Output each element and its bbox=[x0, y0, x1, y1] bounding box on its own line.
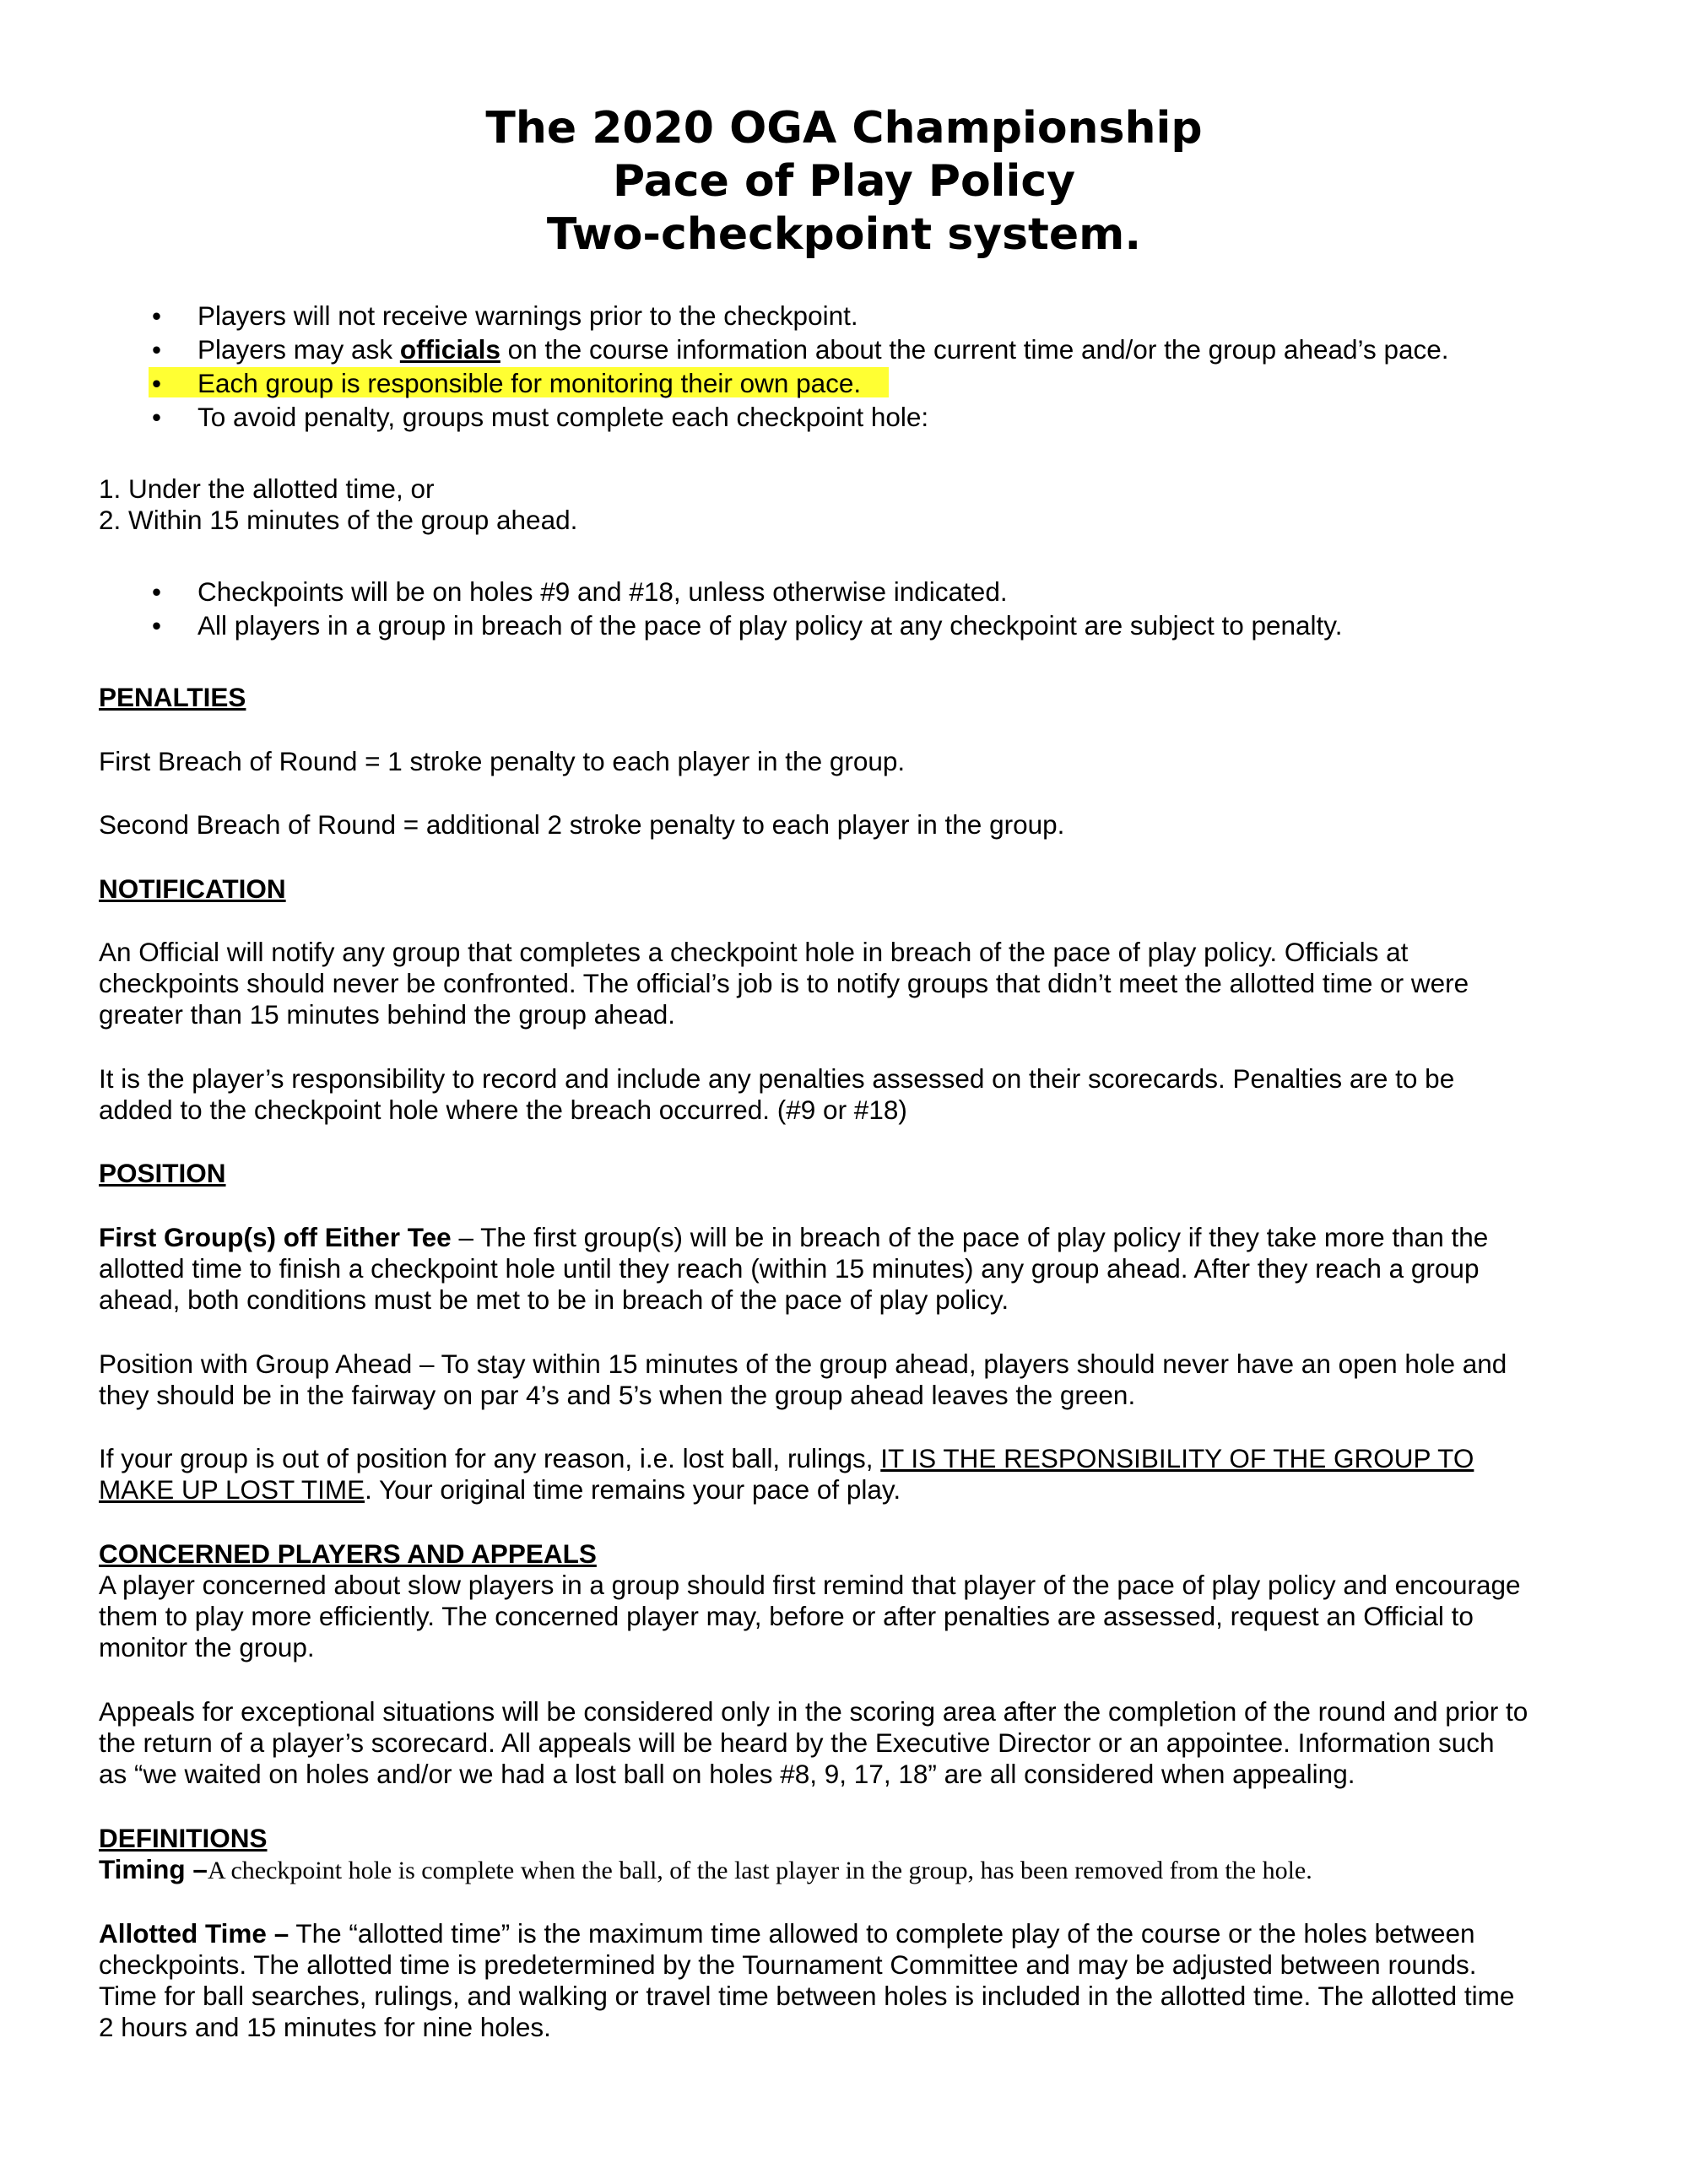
bullet-icon: • bbox=[152, 402, 162, 432]
bullet-item-post: on the course information about the current time and/or the group ahead’s pace. bbox=[500, 334, 1449, 365]
notification-p2-line: added to the checkpoint hole where the breach occurred. (#9 or #18) bbox=[99, 1095, 907, 1125]
allotted-definition-line: 2 hours and 15 minutes for nine holes. bbox=[99, 2012, 551, 2042]
numbered-item-2: 2. Within 15 minutes of the group ahead. bbox=[99, 505, 578, 535]
title-line-1: The 2020 OGA Championship bbox=[485, 103, 1203, 154]
timing-definition bbox=[99, 1854, 1584, 1886]
concerned-p2-line: as “we waited on holes and/or we had a lost ball on holes #8, 9, 17, 18” are all considered when appealing. bbox=[99, 1759, 1355, 1789]
bullet-icon: • bbox=[152, 576, 162, 607]
notification-p2-line: It is the player’s responsibility to record and include any penalties assessed on their scorecards. Penalties are to be bbox=[99, 1063, 1455, 1094]
bullet-icon: • bbox=[152, 610, 162, 641]
position-p1-line: ahead, both conditions must be met to be in breach of the pace of play policy. bbox=[99, 1284, 1009, 1315]
allotted-definition-line bbox=[99, 1918, 1584, 1949]
position-p3-line bbox=[99, 1474, 1584, 1506]
notification-p1-line: An Official will notify any group that completes a checkpoint hole in breach of the pace of play policy. Officials at bbox=[99, 937, 1409, 967]
bullet-icon: • bbox=[152, 368, 162, 398]
title-line-3: Two-checkpoint system. bbox=[546, 209, 1142, 260]
concerned-p1-line: monitor the group. bbox=[99, 1632, 315, 1662]
allotted-definition-line: Time for ball searches, rulings, and walking or travel time between holes is included in the allotted time. The allotted time bbox=[99, 1981, 1515, 2011]
bullet-icon: • bbox=[152, 300, 162, 331]
position-p1-line bbox=[99, 1222, 1584, 1253]
officials-emphasis: officials bbox=[399, 334, 500, 365]
penalty-first: First Breach of Round = 1 stroke penalty to each player in the group. bbox=[99, 746, 906, 776]
title-line-2: Pace of Play Policy bbox=[612, 156, 1076, 207]
responsibility-underlined: IT IS THE RESPONSIBILITY OF THE GROUP TO bbox=[880, 1443, 1474, 1473]
position-heading: POSITION bbox=[99, 1158, 226, 1188]
position-p3-pre: If your group is out of position for any reason, i.e. lost ball, rulings, bbox=[99, 1443, 881, 1473]
concerned-p2-line: Appeals for exceptional situations will be considered only in the scoring area after the completion of the round and prior to bbox=[99, 1696, 1528, 1727]
highlighted-bullet-item: Each group is responsible for monitoring their own pace. bbox=[197, 368, 862, 398]
notification-p1-line: greater than 15 minutes behind the group ahead. bbox=[99, 999, 676, 1030]
allotted-label: Allotted Time – bbox=[99, 1918, 289, 1949]
timing-label: Timing – bbox=[99, 1854, 208, 1884]
position-p1-line: allotted time to finish a checkpoint hole until they reach (within 15 minutes) any group ahead. After they reach a group bbox=[99, 1253, 1480, 1284]
bullet-icon: • bbox=[152, 334, 162, 365]
notification-heading: NOTIFICATION bbox=[99, 873, 286, 904]
bullet-item: All players in a group in breach of the pace of play policy at any checkpoint are subject to penalty. bbox=[197, 610, 1343, 641]
notification-p1-line: checkpoints should never be confronted. The official’s job is to notify groups that didn’t meet the allotted time or were bbox=[99, 968, 1469, 998]
bullet-item: Players will not receive warnings prior to the checkpoint. bbox=[197, 300, 858, 331]
penalty-second: Second Breach of Round = additional 2 stroke penalty to each player in the group. bbox=[99, 809, 1065, 840]
position-p2-line: they should be in the fairway on par 4’s and 5’s when the group ahead leaves the green. bbox=[99, 1380, 1136, 1410]
position-p3-post: . Your original time remains your pace of play. bbox=[365, 1474, 901, 1505]
bullet-item bbox=[197, 334, 1449, 365]
numbered-item-1: 1. Under the allotted time, or bbox=[99, 473, 435, 504]
position-p3-line bbox=[99, 1443, 1584, 1474]
definitions-heading: DEFINITIONS bbox=[99, 1823, 268, 1853]
bullet-item: Checkpoints will be on holes #9 and #18, unless otherwise indicated. bbox=[197, 576, 1008, 607]
position-p2-line: Position with Group Ahead – To stay within 15 minutes of the group ahead, players should never have an open hole and bbox=[99, 1349, 1507, 1379]
lost-time-underlined: MAKE UP LOST TIME bbox=[99, 1474, 365, 1505]
bullet-item-pre: Players may ask bbox=[197, 334, 400, 365]
allotted-text: The “allotted time” is the maximum time allowed to complete play of the course or the holes between bbox=[289, 1918, 1475, 1949]
bullet-item: To avoid penalty, groups must complete each checkpoint hole: bbox=[197, 402, 929, 432]
position-p1-text: – The first group(s) will be in breach of the pace of play policy if they take more than the bbox=[451, 1222, 1489, 1252]
concerned-heading: CONCERNED PLAYERS AND APPEALS bbox=[99, 1538, 597, 1569]
timing-text: A checkpoint hole is complete when the ball, of the last player in the group, has been removed from the hole. bbox=[207, 1857, 1312, 1884]
concerned-p2-line: the return of a player’s scorecard. All appeals will be heard by the Executive Director or an appointee. Information such bbox=[99, 1727, 1495, 1758]
first-group-label: First Group(s) off Either Tee bbox=[99, 1222, 452, 1252]
penalties-heading: PENALTIES bbox=[99, 682, 246, 712]
allotted-definition-line: checkpoints. The allotted time is predetermined by the Tournament Committee and may be adjusted between rounds. bbox=[99, 1949, 1477, 1980]
concerned-p1-line: A player concerned about slow players in a group should first remind that player of the pace of play policy and encourage bbox=[99, 1570, 1521, 1600]
concerned-p1-line: them to play more efficiently. The concerned player may, before or after penalties are assessed, request an Official to bbox=[99, 1601, 1474, 1631]
